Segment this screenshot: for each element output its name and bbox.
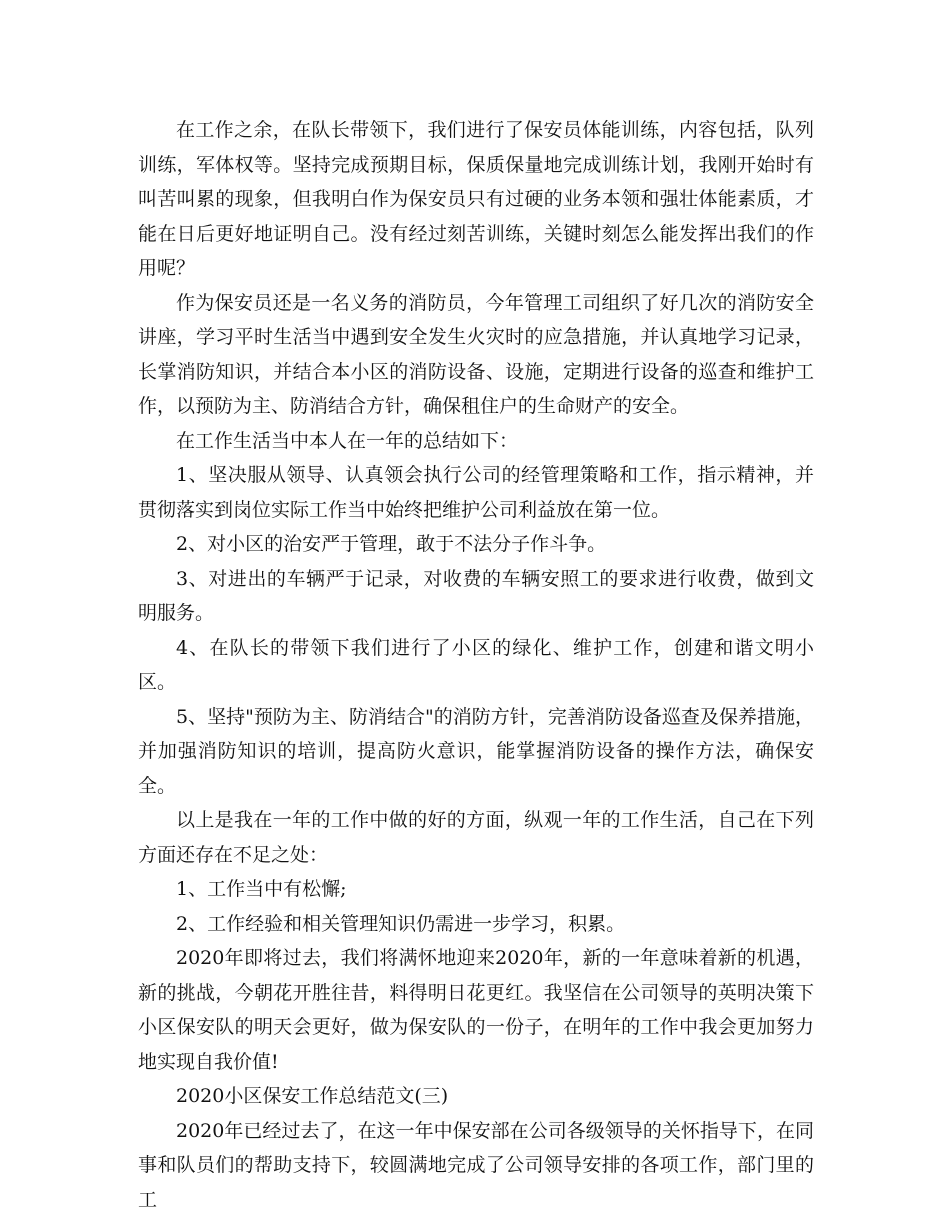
list-item-1: 1、坚决服从领导、认真领会执行公司的经管理策略和工作，指示精神，并贯彻落实到岗位实际工作当中始终把维护公司利益放在第一位。	[138, 464, 814, 521]
paragraph-training: 在工作之余，在队长带领下，我们进行了保安员体能训练，内容包括，队列训练，军体权等。坚持完成预期目标，保质保量地完成训练计划，我刚开始时有叫苦叫累的现象，但我明白作为保安员只有过硬的业务本领和强壮体能素质，才能在日后更好地证明自己。没有经过刻苦训练，关键时刻怎么能发挥出我们的作用呢？	[138, 119, 814, 279]
document-body	[138, 113, 814, 1217]
paragraph-shortcomings-intro: 以上是我在一年的工作中做的好的方面，纵观一年的工作生活，自己在下列方面还存在不足之处：	[138, 809, 814, 866]
list-item-4: 4、在队长的带领下我们进行了小区的绿化、维护工作，创建和谐文明小区。	[138, 636, 814, 693]
list-item-2: 2、对小区的治安严于管理，敢于不法分子作斗争。	[176, 533, 607, 555]
paragraph-outlook: 2020年即将过去，我们将满怀地迎来2020年，新的一年意味着新的机遇，新的挑战，今朝花开胜往昔，料得明日花更红。我坚信在公司领导的英明决策下小区保安队的明天会更好，做为保安队的一份子，在明年的工作中我会更加努力地实现自我价值!	[138, 947, 814, 1073]
shortcoming-item-1: 1、工作当中有松懈;	[176, 878, 347, 900]
paragraph-fire-safety: 作为保安员还是一名义务的消防员，今年管理工司组织了好几次的消防安全讲座，学习平时生活当中遇到安全发生火灾时的应急措施，并认真地学习记录，长掌消防知识，并结合本小区的消防设备、设施，定期进行设备的巡查和维护工作，以预防为主、防消结合方针，确保租住户的生命财产的安全。	[138, 291, 814, 417]
paragraph-section-three: 2020年已经过去了，在这一年中保安部在公司各级领导的关怀指导下，在同事和队员们的帮助支持下，较圆满地完成了公司领导安排的各项工作，部门里的工	[138, 1119, 814, 1211]
section-heading: 2020小区保安工作总结范文(三)	[176, 1085, 449, 1107]
list-item-5: 5、坚持"预防为主、防消结合"的消防方针，完善消防设备巡查及保养措施，并加强消防知识的培训，提高防火意识，能掌握消防设备的操作方法，确保安全。	[138, 705, 814, 797]
paragraph-summary-intro: 在工作生活当中本人在一年的总结如下：	[176, 429, 519, 452]
shortcoming-item-2: 2、工作经验和相关管理知识仍需进一步学习，积累。	[176, 912, 626, 935]
list-item-3: 3、对进出的车辆严于记录，对收费的车辆安照工的要求进行收费，做到文明服务。	[138, 567, 814, 624]
